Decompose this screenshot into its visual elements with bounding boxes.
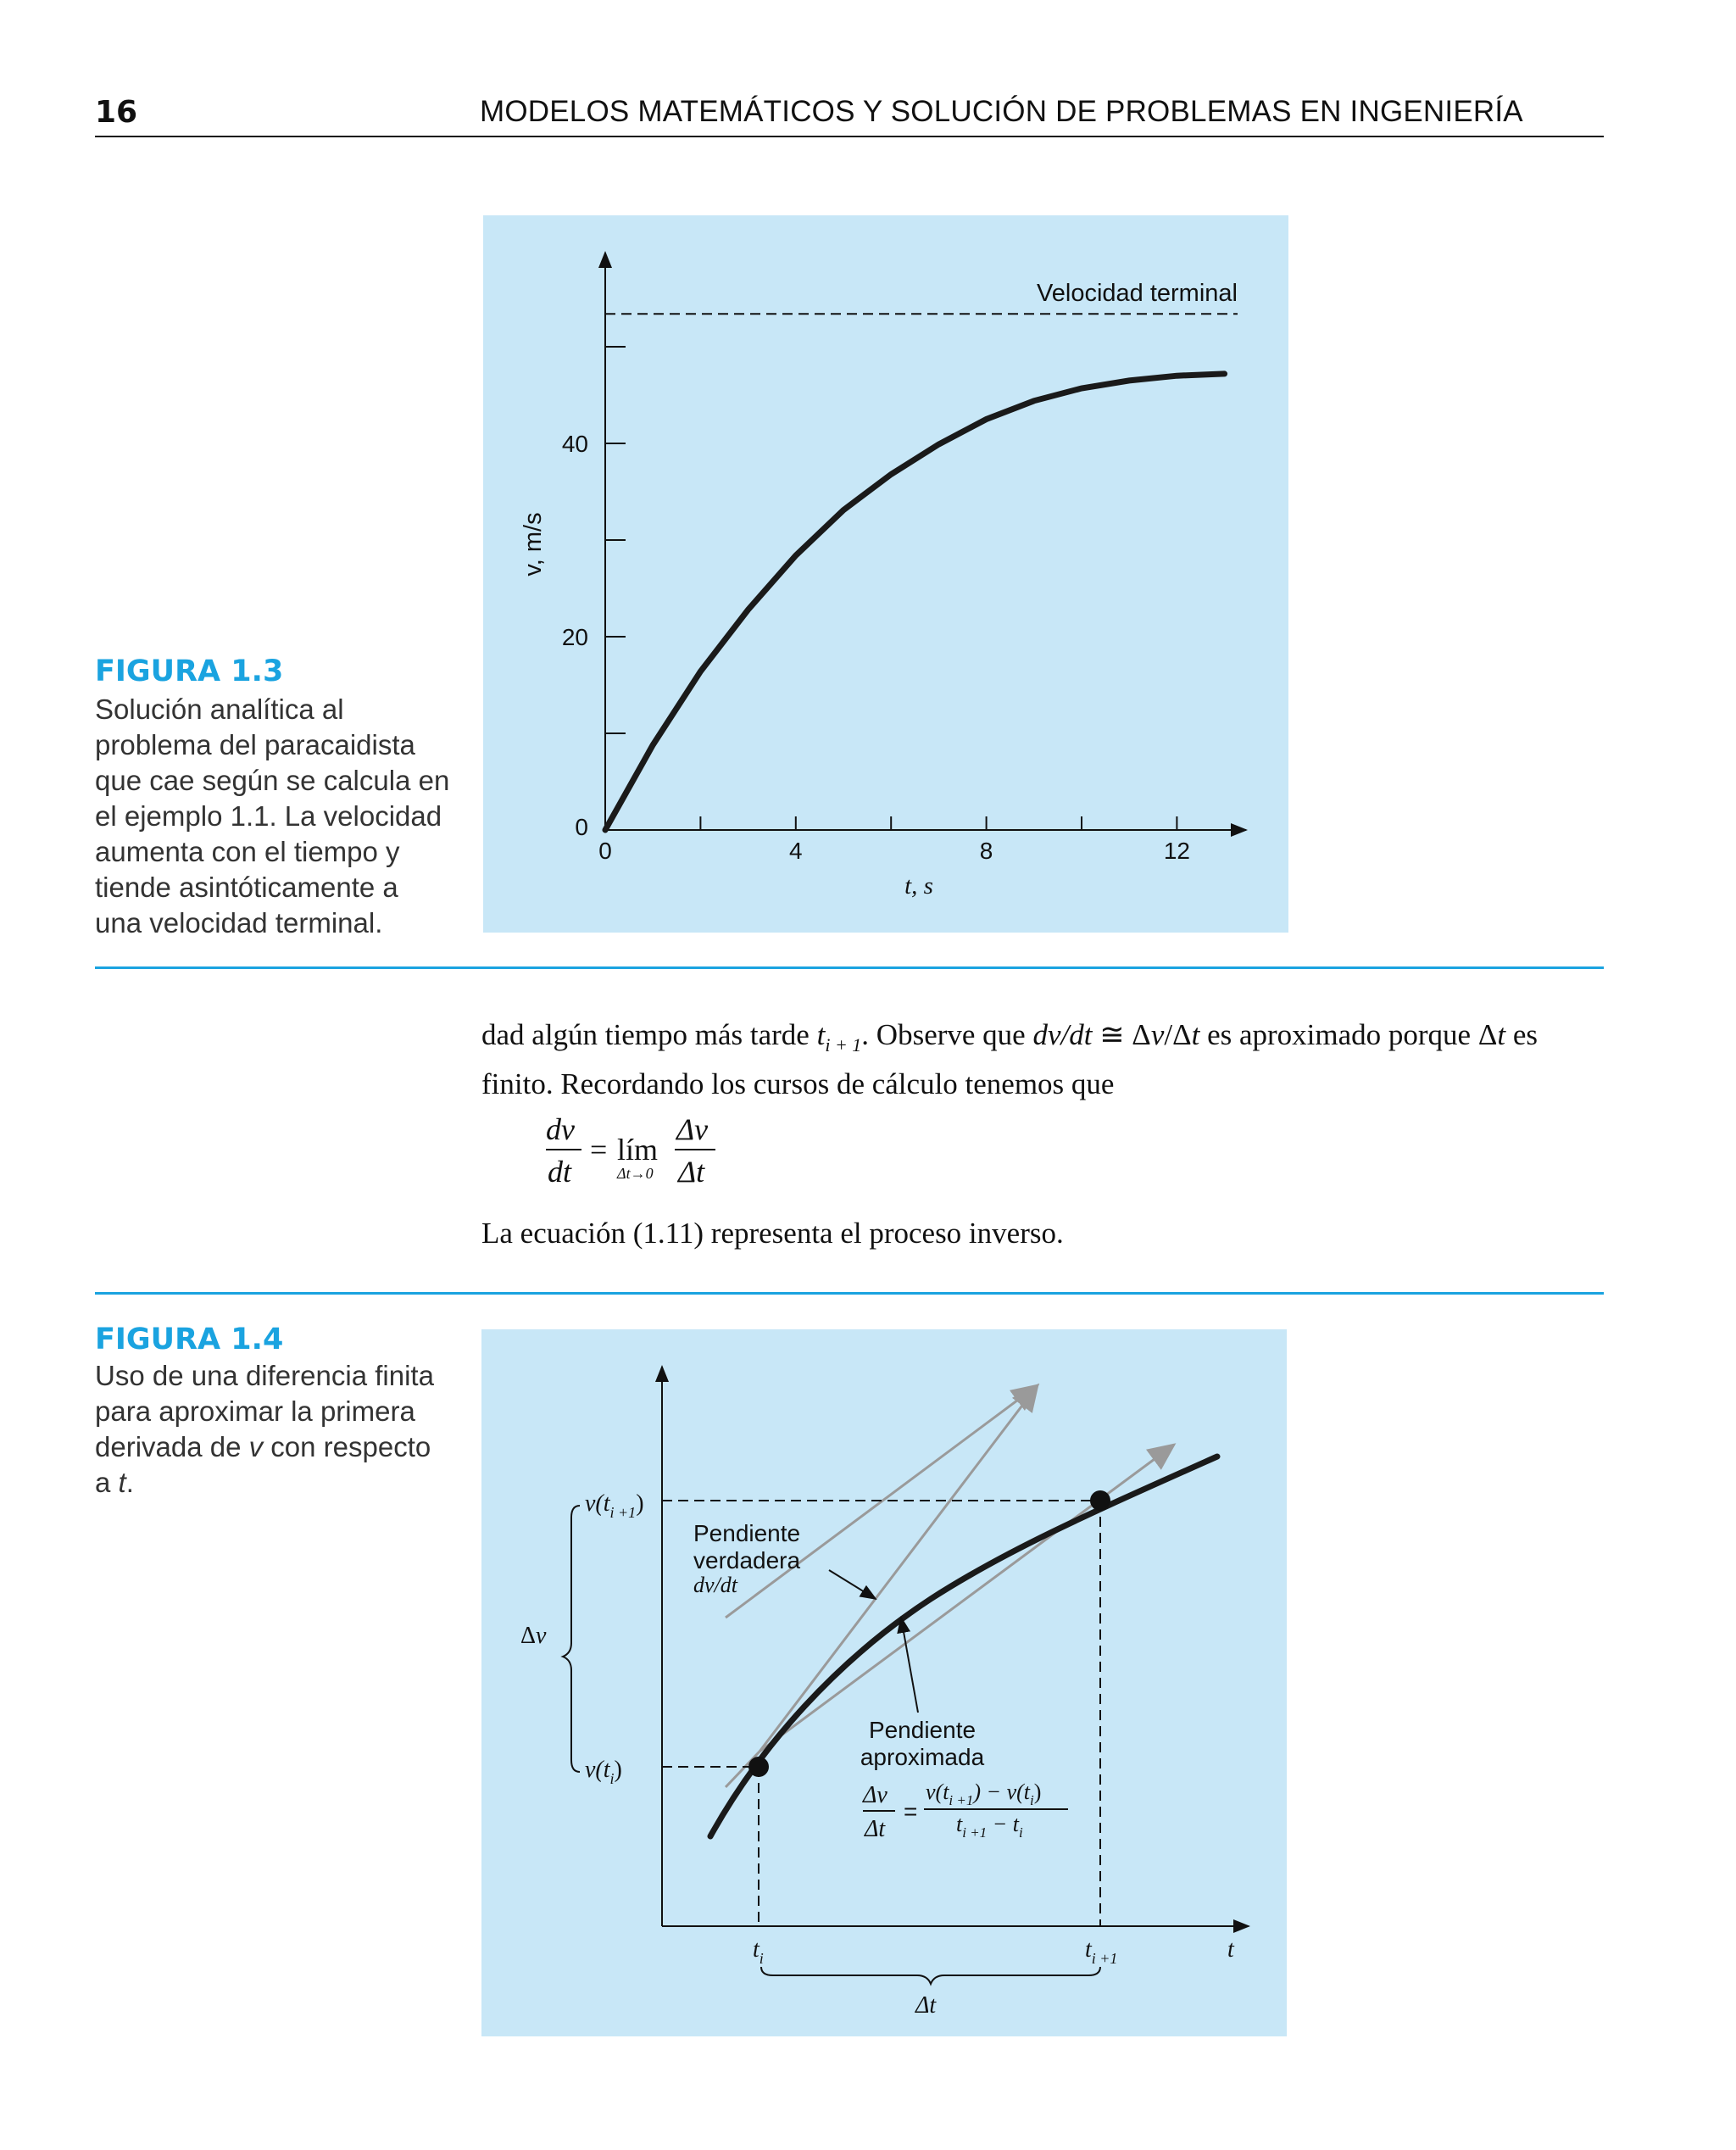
tangent-line <box>760 1385 1038 1752</box>
figure-1-3-chart <box>483 215 1288 933</box>
function-curve <box>710 1457 1217 1836</box>
frac-equals: = <box>904 1798 918 1824</box>
true-slope-label-2: verdadera <box>693 1547 801 1574</box>
x-axis-label: t, s <box>904 872 933 900</box>
true-slope-label-3: dv/dt <box>693 1573 737 1597</box>
x-tick-label: 8 <box>979 838 993 864</box>
frac-denominator: $t_{i +1} - t_i$ <box>956 1812 1023 1841</box>
approx-slope-label-2: aproximada <box>860 1744 985 1770</box>
eq-lim: lím <box>617 1133 659 1167</box>
figure-1-4-caption: Uso de una diferencia finita para aproximar la primera derivada de v con respecto a t. <box>95 1360 434 1498</box>
velocity-curve <box>605 374 1225 830</box>
delta-v-label: Δv <box>520 1623 547 1649</box>
figure-1-3-caption: Solución analítica al problema del paracaidista que cae según se calcula en el ejemplo 1.1. La velocidad aumenta con el tiempo y tiende asintóticamente a una velocidad terminal. <box>95 693 450 939</box>
y-axis-label: v, m/s <box>520 512 547 576</box>
body-paragraph: dad algún tiempo más tarde $t_{i + 1}$. Observe que dv/dt ≅ Δv/Δt es aproximado porque Δt es finito. Recordando los cursos de cálculo tenemos que <box>481 1018 1538 1100</box>
header-rule <box>95 136 1604 137</box>
limit-equation <box>534 1102 737 1195</box>
true-slope-pointer <box>829 1570 876 1599</box>
y-tick-label: 40 <box>561 431 588 457</box>
terminal-velocity-label: Velocidad terminal <box>1037 280 1238 307</box>
label-v-ti: $v(t_i)$ <box>585 1757 622 1787</box>
y-tick-label: 0 <box>575 814 588 840</box>
section-divider-2 <box>95 1292 1604 1295</box>
eq-denominator-dt: dt <box>548 1155 572 1189</box>
label-v-ti1: $v(t_{i +1})$ <box>585 1490 644 1521</box>
delta-v-brace <box>563 1506 580 1772</box>
true-slope-label-1: Pendiente <box>693 1520 801 1546</box>
eq-numerator-dv: dv <box>546 1112 575 1146</box>
approx-slope-label-1: Pendiente <box>868 1717 976 1743</box>
tick-label-ti1: $t_{i +1}$ <box>1085 1936 1118 1967</box>
figure-1-3-panel <box>483 215 1288 933</box>
y-tick-label: 20 <box>561 624 588 650</box>
tick-label-ti: $t_i$ <box>753 1936 764 1967</box>
point-ti <box>748 1757 769 1777</box>
body-paragraph-2: La ecuación (1.11) representa el proceso inverso. <box>481 1217 1064 1250</box>
figure-1-4-title: FIGURA 1.4 <box>95 1323 284 1356</box>
page-number: 16 <box>95 95 138 130</box>
figure-1-3-title: FIGURA 1.3 <box>95 654 284 688</box>
approximate-slope-secant-line <box>760 1445 1174 1752</box>
frac-delta-v: Δv <box>863 1782 887 1808</box>
section-divider <box>95 966 1604 969</box>
delta-t-brace <box>761 1967 1100 1984</box>
figure-1-4-diagram <box>481 1329 1287 2036</box>
x-tick-label: 0 <box>598 838 612 864</box>
eq-delta-t: Δt <box>678 1155 705 1189</box>
figure-1-4-panel <box>481 1329 1287 2036</box>
x-tick-label: 12 <box>1163 838 1190 864</box>
running-head: MODELOS MATEMÁTICOS Y SOLUCIÓN DE PROBLEMAS EN INGENIERÍA <box>480 95 1523 128</box>
approx-slope-pointer <box>901 1618 918 1713</box>
eq-equals: = <box>590 1133 608 1167</box>
frac-delta-t: Δt <box>865 1816 886 1842</box>
x-tick-label: 4 <box>789 838 803 864</box>
eq-delta-v: Δv <box>676 1112 709 1146</box>
frac-numerator: $v(t_{i +1}) - v(t_i)$ <box>926 1780 1042 1808</box>
delta-t-label: Δt <box>915 1992 937 2019</box>
eq-lim-subscript: Δt→0 <box>617 1165 654 1182</box>
point-ti1 <box>1090 1490 1110 1511</box>
axis-label-t: t <box>1227 1936 1234 1963</box>
